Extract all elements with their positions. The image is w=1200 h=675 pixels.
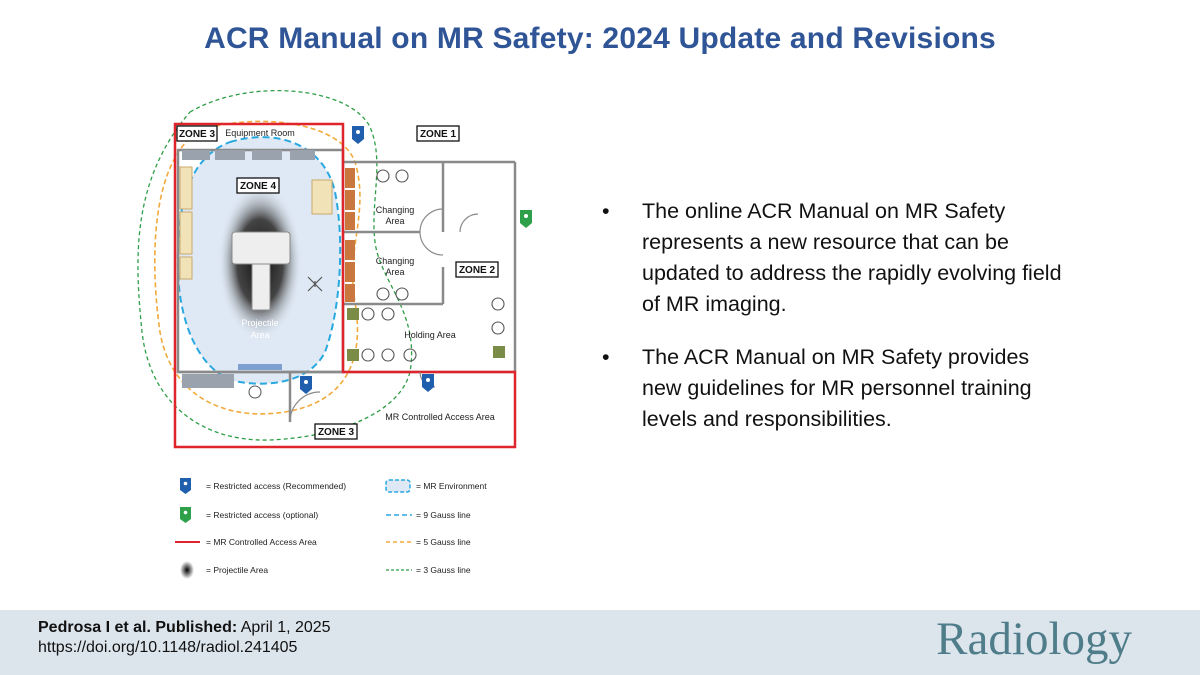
legend-mr-environment: = MR Environment	[416, 481, 487, 491]
legend-mr-environment-swatch	[386, 480, 410, 492]
citation-authors: Pedrosa I et al. Published:	[38, 619, 238, 636]
key-point-item	[602, 196, 1072, 320]
legend-lock-blue-icon	[180, 478, 191, 494]
mr-controlled-access-area-label: MR Controlled Access Area	[385, 412, 495, 422]
citation-line	[38, 617, 331, 639]
key-point-text: The online ACR Manual on MR Safety represents a new resource that can be updated to address the rapidly evolving field of MR imaging.	[642, 199, 1062, 316]
projectile-area-label: Area	[250, 330, 270, 340]
zone-3-bottom-label: ZONE 3	[317, 427, 355, 438]
equipment-room-label: Equipment Room	[225, 128, 295, 138]
holding-area-label: Holding Area	[404, 330, 456, 340]
legend-3-gauss: = 3 Gauss line	[416, 565, 471, 575]
legend	[175, 478, 487, 579]
zone-1-label: ZONE 1	[419, 129, 457, 140]
changing-area-label: Area	[385, 267, 405, 277]
journal-logo: Radiology	[936, 613, 1132, 665]
changing-lockers	[345, 168, 355, 302]
legend-5-gauss: = 5 Gauss line	[416, 537, 471, 547]
key-points-list	[602, 196, 1072, 457]
slide-title: ACR Manual on MR Safety: 2024 Update and Revisions	[204, 22, 996, 55]
restricted-access-lock-icon	[352, 126, 364, 144]
zone-3-label: ZONE 3	[178, 129, 216, 140]
citation-footer	[0, 610, 1200, 675]
legend-mr-controlled: = MR Controlled Access Area	[206, 537, 317, 547]
legend-restricted-optional: = Restricted access (optional)	[206, 510, 319, 520]
legend-9-gauss: = 9 Gauss line	[416, 510, 471, 520]
optional-access-lock-icon	[520, 210, 532, 228]
restricted-access-lock-icon	[422, 374, 434, 392]
bullet-marker: •	[602, 345, 610, 369]
zone-2-label: ZONE 2	[458, 265, 496, 276]
zone-4-label: ZONE 4	[239, 181, 277, 192]
legend-projectile-icon	[180, 561, 194, 579]
changing-area-label: Changing	[375, 256, 415, 266]
legend-lock-green-icon	[180, 507, 191, 523]
doi-link[interactable]: https://doi.org/10.1148/radiol.241405	[38, 639, 298, 656]
changing-area-label: Changing	[375, 205, 415, 215]
projectile-area-label: Projectile	[241, 318, 279, 328]
key-point-item	[602, 342, 1072, 435]
mr-safety-zone-diagram	[120, 82, 540, 592]
legend-projectile: = Projectile Area	[206, 565, 269, 575]
restricted-access-lock-icon	[300, 376, 312, 394]
changing-area-label: Area	[385, 216, 405, 226]
citation-date: April 1, 2025	[237, 619, 331, 636]
key-point-text: The ACR Manual on MR Safety provides new guidelines for MR personnel training levels and responsibilities.	[642, 345, 1032, 431]
legend-restricted-recommended: = Restricted access (Recommended)	[206, 481, 347, 491]
bullet-marker: •	[602, 199, 610, 223]
